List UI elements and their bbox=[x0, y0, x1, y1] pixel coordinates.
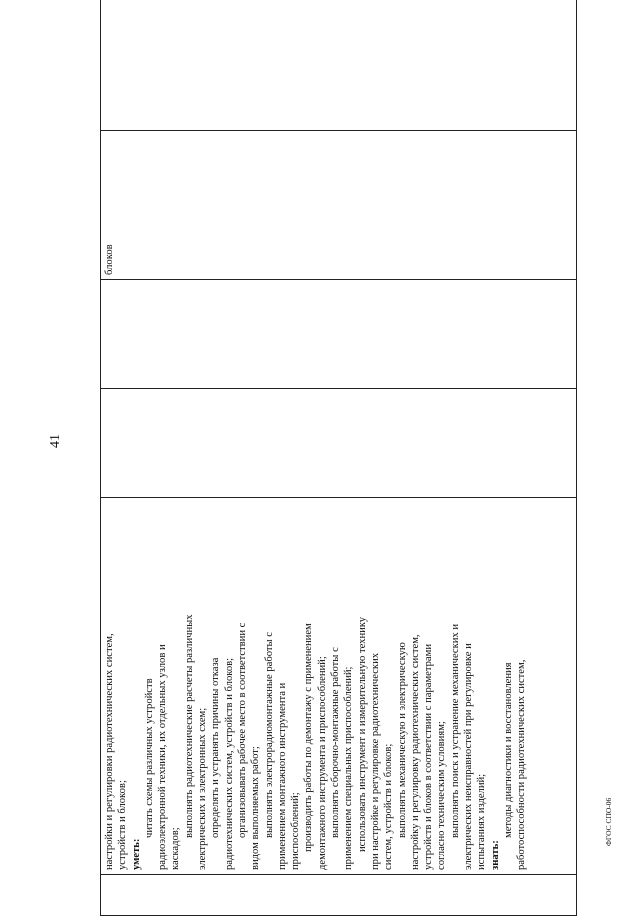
content-line: приспособлений; bbox=[290, 792, 302, 870]
content-line: при настройке и регулировке радиотехнических bbox=[369, 652, 381, 870]
rotated-page bbox=[100, 44, 577, 916]
content-line: выполнять механическую и электрическую bbox=[396, 642, 408, 838]
content-line: выполнять сборочно-монтажные работы с bbox=[330, 647, 342, 838]
table-cell-index bbox=[101, 875, 577, 916]
table-cell-empty-1 bbox=[101, 389, 577, 498]
content-line: испытаниях изделий; bbox=[476, 773, 488, 870]
content-line: устройств и блоков в соответствии с параметрами bbox=[423, 643, 435, 870]
table-cell-blocks bbox=[101, 131, 577, 280]
content-line: систем, устройств и блоков; bbox=[383, 743, 395, 870]
content-lines bbox=[103, 502, 529, 870]
content-line: выполнять электрорадиомонтажные работы с bbox=[263, 632, 275, 838]
content-line: работоспособности радиотехнических систем, bbox=[516, 659, 528, 870]
content-line: устройств и блоков; bbox=[117, 780, 129, 870]
content-line: знать: bbox=[489, 840, 501, 870]
content-line: применением монтажного инструмента и bbox=[276, 682, 288, 870]
content-line: радиоэлектронной техники, их отдельных узлов и bbox=[157, 644, 169, 870]
content-line: радиотехнических систем, устройств и блоков; bbox=[223, 657, 235, 870]
blocks-label: блоков bbox=[104, 244, 115, 275]
content-line: каскадов; bbox=[170, 827, 182, 870]
content-line: использовать инструмент и измерительную технику bbox=[356, 616, 368, 852]
page-number: 41 bbox=[48, 434, 63, 448]
content-line: видом выполняемых работ; bbox=[250, 746, 262, 870]
content-line: электрических неисправностей при регулировке и bbox=[463, 643, 475, 870]
sheet bbox=[100, 44, 577, 916]
footer-code: ФГОС СПО-06 bbox=[604, 797, 613, 846]
content-line: читать схемы различных устройств bbox=[143, 678, 155, 838]
content-line: определять и устранять причины отказа bbox=[210, 657, 222, 838]
table-row bbox=[101, 0, 577, 916]
content-line: согласно техническим условиям; bbox=[436, 721, 448, 870]
content-line: выполнять поиск и устранение механических и bbox=[449, 623, 461, 838]
content-line: уметь: bbox=[130, 838, 142, 870]
content-line: демонтажного инструмента и приспособлений; bbox=[316, 656, 328, 870]
content-line: выполнять радиотехнические расчеты различных bbox=[183, 614, 195, 838]
competence-table bbox=[100, 0, 577, 916]
table-cell-content bbox=[101, 498, 577, 875]
content-line: производить работы по демонтажу с применением bbox=[303, 623, 315, 852]
content-line: организовывать рабочее место в соответствии с bbox=[236, 622, 248, 838]
content-line: применением специальных приспособлений; bbox=[343, 666, 355, 870]
content-line: настройки и регулировки радиотехнических систем, bbox=[104, 633, 115, 870]
content-line: электрических и электронных схем; bbox=[197, 707, 209, 870]
content-line: настройку и регулировку радиотехнических систем, bbox=[409, 634, 421, 870]
content-line: методы диагностики и восстановления bbox=[502, 662, 514, 838]
table-cell-empty-3 bbox=[101, 0, 577, 131]
table-cell-empty-2 bbox=[101, 280, 577, 389]
